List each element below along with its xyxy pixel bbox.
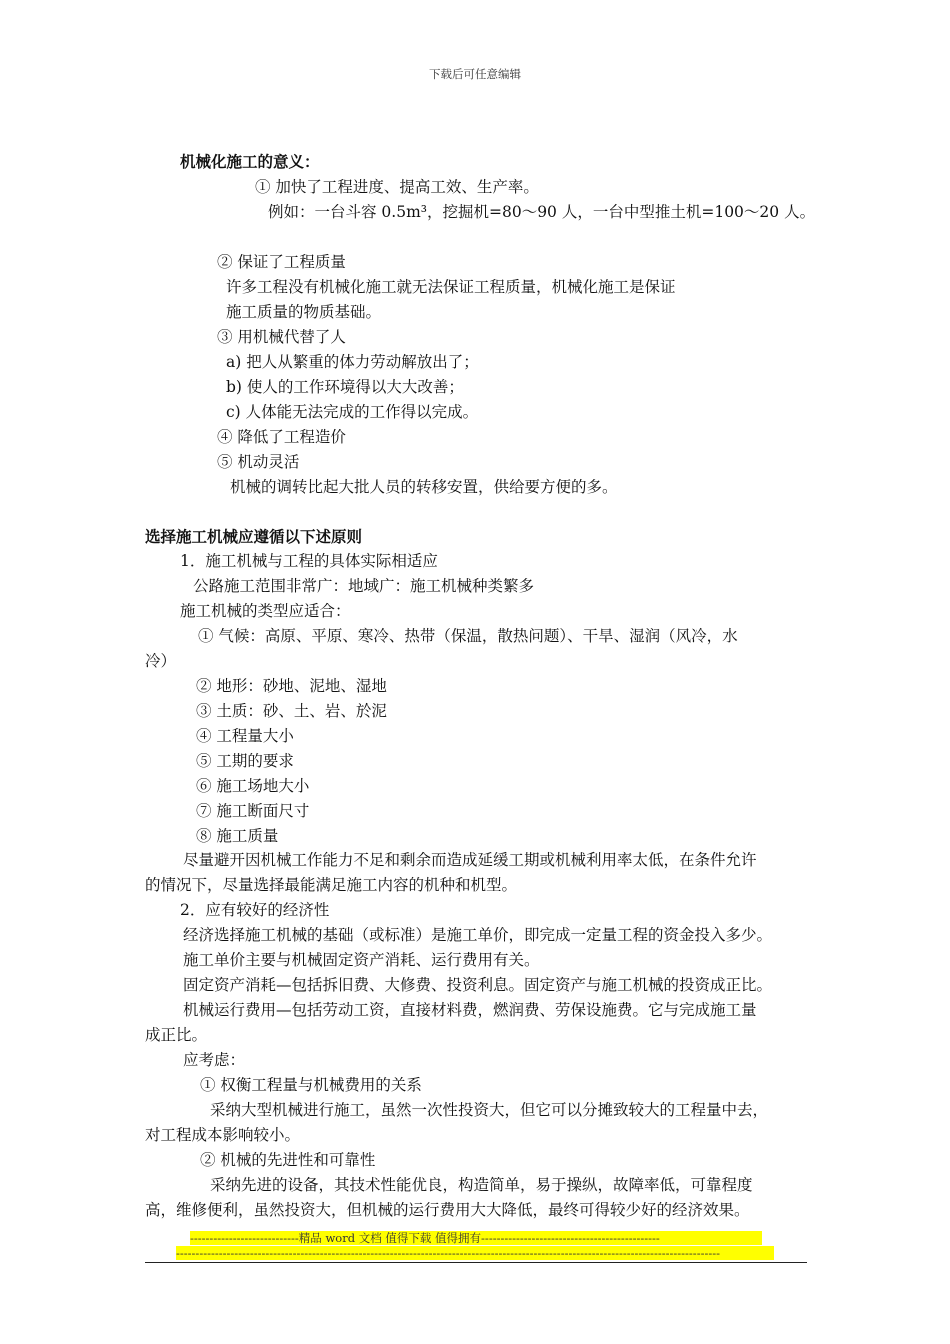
- list-item: ① 气候：高原、平原、寒冷、热带（保温，散热问题）、干旱、湿润（风冷，水: [198, 627, 738, 645]
- point-3: ③ 用机械代替了人: [217, 328, 346, 346]
- principle-2-heading: 2．应有较好的经济性: [180, 901, 330, 919]
- list-item: ③ 土质：砂、土、岩、於泥: [196, 702, 387, 720]
- consideration-2: ② 机械的先进性和可靠性: [200, 1151, 376, 1169]
- list-item: ② 地形：砂地、泥地、湿地: [196, 677, 387, 695]
- sub-item-b: b) 使人的工作环境得以大大改善；: [226, 378, 464, 396]
- list-item: ④ 工程量大小: [196, 727, 294, 745]
- consideration-1: ① 权衡工程量与机械费用的关系: [200, 1076, 422, 1094]
- principle-1-heading: 1．施工机械与工程的具体实际相适应: [180, 552, 438, 570]
- point-2: ② 保证了工程质量: [217, 253, 346, 271]
- paragraph-line: 应考虑：: [183, 1051, 246, 1069]
- paragraph-line: 对工程成本影响较小。: [145, 1126, 301, 1144]
- footer-dash-line: --------------------------------------------------------------------------------------------------------------------------------------------: [176, 1246, 774, 1260]
- paragraph-line: 经济选择施工机械的基础（或标准）是施工单价，即完成一定量工程的资金投入多少。: [183, 926, 773, 944]
- paragraph-line: 公路施工范围非常广：地域广：施工机械种类繁多: [193, 577, 535, 595]
- paragraph-line: 固定资产消耗—包括拆旧费、大修费、投资利息。固定资产与施工机械的投资成正比。: [183, 976, 773, 994]
- paragraph-line: 成正比。: [145, 1026, 208, 1044]
- footer-rule: [145, 1262, 807, 1263]
- sub-item-a: a) 把人从繁重的体力劳动解放出了；: [226, 353, 479, 371]
- paragraph-line: 尽量避开因机械工作能力不足和剩余而造成延缓工期或机械利用率太低，在条件允许: [183, 851, 757, 869]
- list-item-continuation: 冷）: [145, 652, 177, 670]
- paragraph-line: 高，维修便利，虽然投资大，但机械的运行费用大大降低，最终可得较少好的经济效果。: [145, 1201, 750, 1219]
- paragraph-line: 的情况下，尽量选择最能满足施工内容的机种和机型。: [145, 876, 518, 894]
- paragraph-line: 许多工程没有机械化施工就无法保证工程质量，机械化施工是保证: [226, 278, 676, 296]
- section-title-principles: 选择施工机械应遵循以下述原则: [145, 527, 363, 546]
- paragraph-line: 施工单价主要与机械固定资产消耗、运行费用有关。: [183, 951, 540, 969]
- list-item: ⑦ 施工断面尺寸: [196, 802, 310, 820]
- paragraph-line: 施工质量的物质基础。: [226, 303, 382, 321]
- list-item: ⑤ 工期的要求: [196, 752, 294, 770]
- list-item: ⑥ 施工场地大小: [196, 777, 310, 795]
- sub-item-c: c) 人体能无法完成的工作得以完成。: [226, 403, 479, 421]
- footer-banner: ----------------------------精品 word 文档 值得下载 值得拥有----------------------------------------------: [190, 1231, 762, 1245]
- paragraph-line: 采纳大型机械进行施工，虽然一次性投资大，但它可以分摊致较大的工程量中去，: [210, 1101, 769, 1119]
- point-1: ① 加快了工程进度、提高工效、生产率。: [255, 178, 539, 196]
- paragraph-line: 机械的调转比起大批人员的转移安置，供给要方便的多。: [230, 478, 618, 496]
- page-header: 下载后可任意编辑: [429, 67, 521, 81]
- paragraph-line: 机械运行费用—包括劳动工资，直接材料费，燃润费、劳保设施费。它与完成施工量: [183, 1001, 757, 1019]
- paragraph-line: 采纳先进的设备，其技术性能优良，构造简单，易于操纵，故障率低，可靠程度: [210, 1176, 753, 1194]
- list-item: ⑧ 施工质量: [196, 827, 279, 845]
- section-title-significance: 机械化施工的意义：: [180, 152, 320, 171]
- paragraph-line: 施工机械的类型应适合：: [180, 602, 351, 620]
- point-5: ⑤ 机动灵活: [217, 453, 300, 471]
- point-4: ④ 降低了工程造价: [217, 428, 346, 446]
- example-text: 例如：一台斗容 0.5m³，挖掘机=80～90 人，一台中型推土机=100～20 人。: [268, 203, 816, 221]
